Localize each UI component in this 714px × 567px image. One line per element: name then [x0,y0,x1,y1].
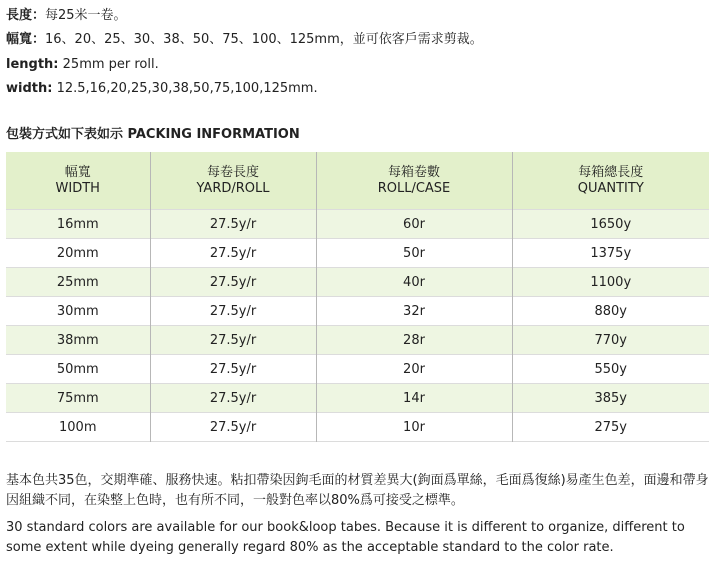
table-row [6,413,709,442]
cell-yard-roll: 27.5y/r [150,239,316,268]
cell-width: 75mm [6,384,150,413]
cell-quantity: 770y [512,326,709,355]
cell-quantity: 880y [512,297,709,326]
header-zh: 幅寬 [64,164,91,180]
cell-yard-roll: 27.5y/r [150,355,316,384]
cell-quantity: 550y [512,355,709,384]
width-zh-label: 幅寬： [6,32,46,47]
cell-width: 20mm [6,239,150,268]
table-row [6,326,709,355]
length-zh-value: 每25米一卷。 [45,8,127,23]
table-row [6,268,709,297]
cell-yard-roll: 27.5y/r [150,384,316,413]
table-row [6,355,709,384]
cell-yard-roll: 27.5y/r [150,297,316,326]
length-en-label: length: [6,57,59,72]
cell-quantity: 1375y [512,239,709,268]
header-yard-roll [150,152,316,210]
cell-width: 16mm [6,210,150,239]
table-row [6,210,709,239]
cell-roll-case: 32r [316,297,512,326]
cell-width: 100m [6,413,150,442]
width-zh-line [6,28,483,47]
cell-roll-case: 60r [316,210,512,239]
cell-quantity: 1100y [512,268,709,297]
packing-table [6,152,709,442]
header-zh: 每卷長度 [206,164,259,180]
header-zh: 每箱卷數 [387,164,440,180]
header-en: YARD/ROLL [196,180,270,196]
table-row [6,297,709,326]
footer-note-zh: 基本色共35色，交期準確、服務快速。粘扣帶染因鉤毛面的材質差異大(鉤面爲單絲，毛面爲復絲)易產生色差，面邊和帶身因組織不同，在染整上色時，也有所不同，一般對色率以80%爲可接受之標準。 [6,473,709,508]
cell-roll-case: 20r [316,355,512,384]
width-en-label: width: [6,81,53,96]
table-row [6,239,709,268]
header-en: ROLL/CASE [377,180,451,196]
cell-width: 38mm [6,326,150,355]
cell-roll-case: 50r [316,239,512,268]
cell-roll-case: 28r [316,326,512,355]
width-en-value: 12.5,16,20,25,30,38,50,75,100,125mm. [52,81,318,96]
footer-note-en: 30 standard colors are available for our book&loop tabes. Because it is different to organize, different to some extent while dyeing generally regard 80% as the acceptable standard to the color rate. [6,520,685,555]
header-roll-case [316,152,512,210]
table-row [6,384,709,413]
length-zh-label: 長度： [6,8,46,23]
cell-yard-roll: 27.5y/r [150,326,316,355]
cell-roll-case: 40r [316,268,512,297]
header-en: WIDTH [55,180,100,196]
header-en: QUANTITY [577,180,644,196]
table-header-row [6,152,709,210]
cell-yard-roll: 27.5y/r [150,413,316,442]
cell-width: 25mm [6,268,150,297]
cell-quantity: 1650y [512,210,709,239]
cell-width: 50mm [6,355,150,384]
length-en-line [6,57,159,72]
header-zh: 每箱總長度 [578,164,644,180]
width-zh-value: 16、20、25、30、38、50、75、100、125mm，並可依客戶需求剪裁。 [45,32,483,47]
cell-width: 30mm [6,297,150,326]
cell-quantity: 275y [512,413,709,442]
cell-quantity: 385y [512,384,709,413]
cell-roll-case: 10r [316,413,512,442]
section-title: 包裝方式如下表如示 PACKING INFORMATION [6,127,300,142]
length-en-value: 25mm per roll. [58,57,159,72]
length-zh-line [6,4,127,23]
width-en-line [6,81,318,96]
cell-yard-roll: 27.5y/r [150,268,316,297]
cell-roll-case: 14r [316,384,512,413]
cell-yard-roll: 27.5y/r [150,210,316,239]
header-width [6,152,150,210]
header-quantity [512,152,709,210]
